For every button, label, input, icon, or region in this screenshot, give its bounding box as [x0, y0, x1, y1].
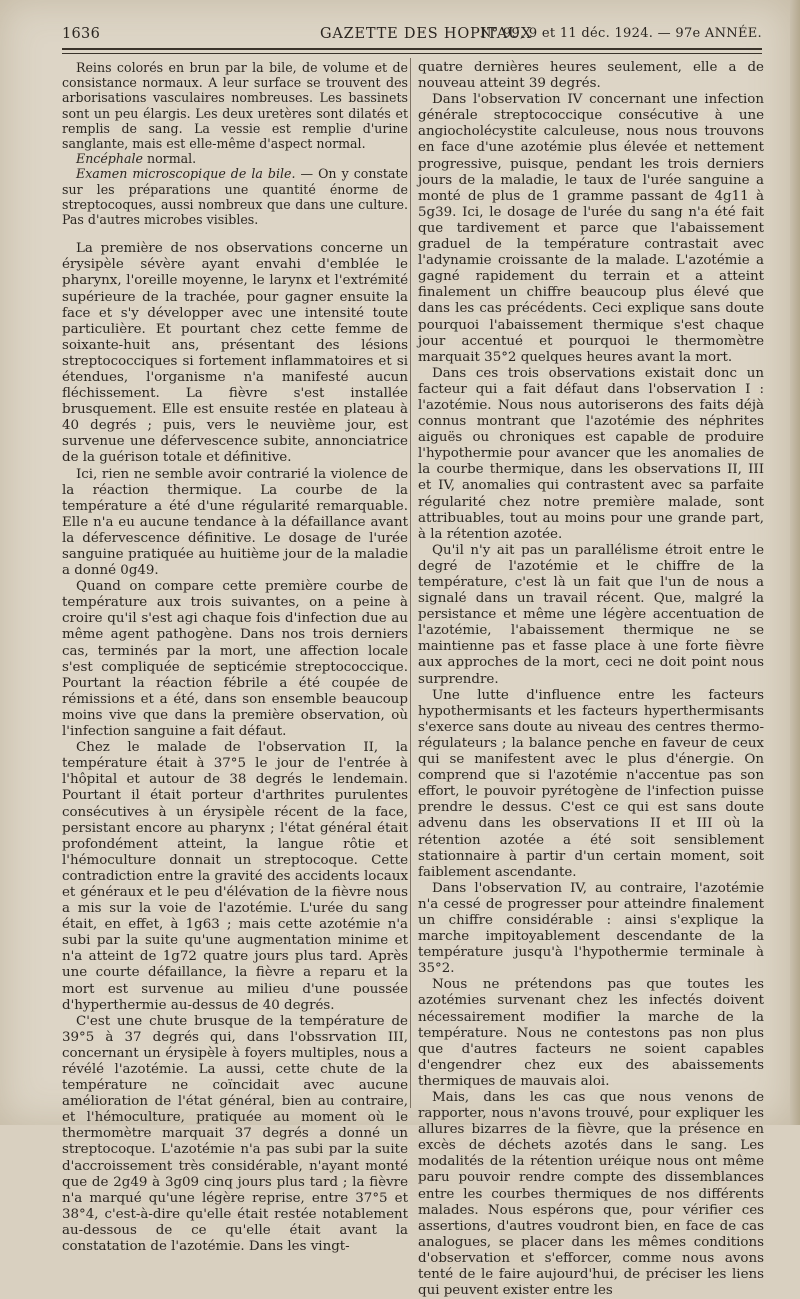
section-label: Examen microscopique de la bile. — [76, 166, 296, 182]
paragraph — [62, 166, 408, 227]
paragraph: Qu'il n'y ait pas un parallélisme étroit entre le degré de l'azotémie et le chiffre de la température, c'est là un fait que l'un de nous a signalé dans un travail récent. Que, malgré la persistance et même une légère accentuation de l'azotémie, l'abaissement thermique ne se maintienne pas et fasse place à une forte fièvre aux approches de la mort, ceci ne doit point nous surprendre. — [418, 542, 764, 687]
column-divider — [410, 58, 411, 1108]
header-rule-thin — [62, 53, 762, 54]
paragraph: Dans l'observation IV, au contraire, l'azotémie n'a cessé de progresser pour atteindre finalement un chiffre considérable : ainsi s'explique la marche impitoyablement descendante de la température jusqu'à l'hypothermie terminale à 35°2. — [418, 880, 764, 977]
right-column — [418, 60, 764, 1299]
section-gap — [62, 227, 408, 241]
paragraph: Dans l'observation IV concernant une infection générale streptococcique consécutive à une angiocholécystite calculeuse, nous nous trouvons en face d'une azotémie plus élevée et nettement progressive, puisque, pendant les trois derniers jours de la maladie, le taux de l'urée sanguine a monté de plus de 1 gramme passant de 4g11 à 5g39. Ici, le dosage de l'urée du sang n'a été fait que tardivement et parce que l'abaissement graduel de la température contrastait avec l'adynamie croissante de la malade. L'azotémie a gagné rapidement du terrain et a atteint finalement un chiffre beaucoup plus élevé que dans les cas précédents. Ceci explique sans doute pourquoi l'abaissement thermique s'est chaque jour accentué et pourquoi le thermomètre marquait 35°2 quelques heures avant la mort. — [418, 92, 764, 365]
paragraph: Chez le malade de l'observation II, la température était à 37°5 le jour de l'entrée à l'hôpital et autour de 38 degrés le lendemain. Pourtant il était porteur d'arthrites purulentes consécutives à un érysipèle récent de la face, persistant encore au pharynx ; l'état général était profondément atteint, la langue rôtie et l'hémoculture donnait un streptocoque. Cette contradiction entre la gravité des accidents locaux et généraux et le peu d'élévation de la fièvre nous a mis sur la voie de l'azotémie. L'urée du sang était, en effet, à 1g63 ; mais cette azotémie n'a subi par la suite qu'une augmentation minime et n'a atteint de 1g72 quatre jours plus tard. Après une courte défaillance, la fièvre a reparu et la mort est survenue au milieu d'une poussée d'hyperthermie au-dessus de 40 degrés. — [62, 740, 408, 1013]
paragraph: C'est une chute brusque de la température de 39°5 à 37 degrés qui, dans l'obssrvation III, concernant un érysipèle à foyers multiples, nous a révélé l'azotémie. La aussi, cette chute de la température ne coïncidait avec aucune amélioration de l'état général, bien au contraire, et l'hémoculture, pratiquée au moment où le thermomètre marquait 37 degrés a donné un streptocoque. L'azotémie n'a pas subi par la suite d'accroissement très considérable, n'ayant monté que de 2g49 à 3g09 cinq jours plus tard ; la fièvre n'a marqué qu'une légère reprise, entre 37°5 et 38°4, c'est-à-dire qu'elle était restée notablement au-dessous de ce qu'elle était avant la constatation de l'azotémie. Dans les vingt- — [62, 1013, 408, 1255]
paragraph: Nous ne prétendons pas que toutes les azotémies survenant chez les infectés doivent nécessairement modifier la marche de la température. Nous ne contestons pas non plus que d'autres facteurs ne soient capables d'engendrer chez eux des abaissements thermiques de mauvais aloi. — [418, 977, 764, 1089]
page-number: 1636 — [62, 26, 101, 42]
paragraph: Reins colorés en brun par la bile, de volume et de consistance normaux. A leur surface se trouvent des arborisations vasculaires nombreuses. Les bassinets sont un peu élargis. Les deux uretères sont dilatés et remplis de sang. La vessie est remplie d'urine sanglante, mais est elle-même d'aspect normal. — [62, 60, 408, 152]
paragraph: Mais, dans les cas que nous venons de rapporter, nous n'avons trouvé, pour expliquer les allures bizarres de la fièvre, que la présence en excès de déchets azotés dans le sang. Les modalités de la rétention uréique nous ont même paru pouvoir rendre compte des dissemblances entre les courbes thermiques de nos différents malades. Nous espérons que, pour vérifier ces assertions, d'autres voudront bien, en face de cas analogues, se placer dans les mêmes conditions d'observation et s'efforcer, comme nous avons tenté de le faire aujourd'hui, de préciser les liens qui peuvent exister entre les — [418, 1090, 764, 1299]
autopsy-findings — [62, 60, 408, 227]
paragraph: Dans ces trois observations existait donc un facteur qui a fait défaut dans l'observation I : l'azotémie. Nous nous autoriserons des faits déjà connus montrant que l'azotémie des néphrites aiguës ou chroniques est capable de produire l'hypothermie pour avancer que les anomalies de la courbe thermique, dans les observations II, III et IV, anomalies qui contrastent avec sa parfaite régularité chez notre première malade, sont attribuables, tout au moins pour une grande part, à la rétention azotée. — [418, 365, 764, 542]
paragraph: quatre dernières heures seulement, elle a de nouveau atteint 39 degrés. — [418, 60, 764, 92]
paragraph-text: normal. — [142, 151, 197, 167]
paragraph-text: — On y constate sur les préparations une quantité énorme de streptocoques, aussi nombreux que dans une culture. Pas d'autres microbes visibles. — [62, 166, 408, 228]
paragraph: Ici, rien ne semble avoir contrarié la violence de la réaction thermique. La courbe de la température a été d'une régularité remarquable. Elle n'a eu aucune tendance à la défaillance avant la défervescence définitive. Le dosage de l'urée sanguine pratiquée au huitième jour de la maladie a donné 0g49. — [62, 466, 408, 579]
paragraph — [62, 151, 408, 166]
issue-info: N° 99, 9 et 11 déc. 1924. — 97e ANNÉE. — [479, 26, 762, 41]
paragraph: La première de nos observations concerne un érysipèle sévère ayant envahi d'emblée le pharynx, l'oreille moyenne, le larynx et l'extrémité supérieure de la trachée, pour gagner ensuite la face et s'y développer avec une intensité toute particulière. Et pourtant chez cette femme de soixante-huit ans, présentant des lésions streptococciques si fortement inflammatoires et si étendues, l'organisme n'a manifesté aucun fléchissement. La fièvre s'est installée brusquement. Elle est ensuite restée en plateau à 40 degrés ; puis, vers le neuvième jour, est survenue une défervescence subite, annonciatrice de la guérison totale et définitive. — [62, 241, 408, 466]
paragraph: Quand on compare cette première courbe de température aux trois suivantes, on a peine à croire qu'il s'est agi chaque fois d'infection due au même agent pathogène. Dans nos trois derniers cas, terminés par la mort, une affection locale s'est compliquée de septicémie streptococcique. Pourtant la réaction fébrile a été coupée de rémissions et a été, dans son ensemble beaucoup moins vive que dans la première observation, où l'infection sanguine a fait défaut. — [62, 579, 408, 740]
paragraph: Une lutte d'influence entre les facteurs hypothermisants et les facteurs hyperthermisants s'exerce sans doute au niveau des centres thermo-régulateurs ; la balance penche en faveur de ceux qui se manifestent avec le plus d'énergie. On comprend que si l'azotémie n'accentue pas son effort, le pouvoir pyrétogène de l'infection puisse prendre le dessus. C'est ce qui est sans doute advenu dans les observations II et III où la rétention azotée a été soit sensiblement stationnaire à partir d'un certain moment, soit faiblement ascendante. — [418, 687, 764, 880]
header-rule-thick — [62, 48, 762, 50]
journal-title: GAZETTE DES HOPITAUX — [320, 26, 533, 42]
section-label: Encéphale — [76, 151, 143, 167]
left-column — [62, 60, 408, 1255]
page-header — [62, 22, 762, 48]
page-edge — [790, 0, 800, 1125]
